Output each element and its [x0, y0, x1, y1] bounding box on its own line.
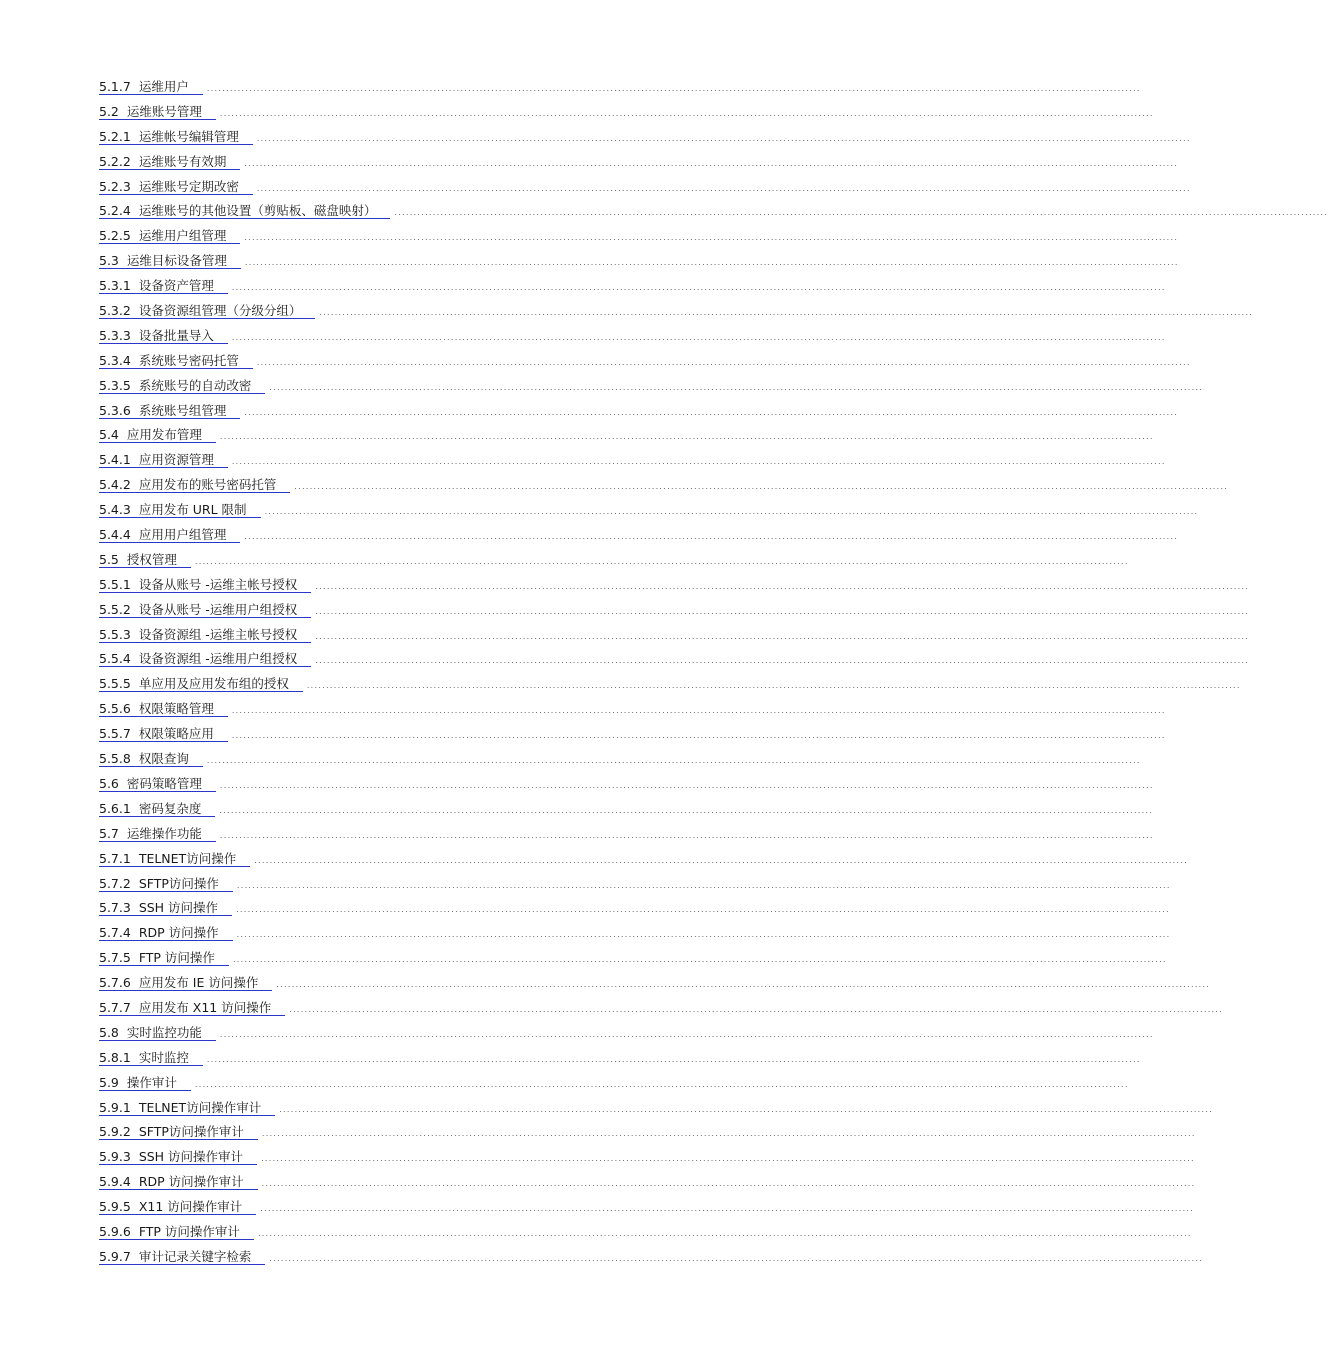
toc-dot-leader: ...................................................................................................................................................................................................................................................: [244, 532, 1179, 542]
toc-dot-leader: ...................................................................................................................................................................................................................................................: [244, 258, 1179, 268]
toc-entry[interactable]: [99, 253, 1179, 279]
toc-entry-title: 操作审计: [126, 1074, 177, 1090]
toc-entry-number: 5.4: [99, 427, 119, 443]
toc-dot-leader: ...................................................................................................................................................................................................................................................: [256, 183, 1191, 193]
toc-entry[interactable]: [99, 601, 1250, 628]
toc-entry-link[interactable]: [99, 279, 228, 294]
toc-entry-link[interactable]: [99, 1175, 258, 1190]
toc-entry-number: 5.4.2: [99, 477, 131, 493]
toc-entry-link[interactable]: [99, 976, 272, 991]
toc-dot-leader: ...................................................................................................................................................................................................................................................: [231, 731, 1166, 741]
toc-entry-number: 5.9.7: [99, 1248, 131, 1264]
toc-dot-leader: ...................................................................................................................................................................................................................................................: [269, 1253, 1204, 1263]
toc-entry-number: 5.5.3: [99, 626, 131, 642]
toc-dot-leader: ...................................................................................................................................................................................................................................................: [315, 606, 1250, 616]
toc-entry[interactable]: [99, 1248, 1204, 1275]
toc-entry-number: 5.5: [99, 551, 119, 567]
toc-entry-title: 应用发布 X11 访问操作: [138, 999, 272, 1015]
toc-dot-leader: ...................................................................................................................................................................................................................................................: [261, 1179, 1196, 1189]
toc-entry-number: 5.9.4: [99, 1174, 131, 1190]
toc-entry-link[interactable]: [99, 901, 232, 916]
toc-entry-link[interactable]: [99, 204, 390, 219]
toc-entry-link[interactable]: [99, 478, 290, 493]
toc-entry-link[interactable]: [99, 1076, 191, 1091]
toc-entry[interactable]: [99, 1223, 1192, 1250]
toc-entry-number: 5.8: [99, 1024, 119, 1040]
toc-entry-link[interactable]: [99, 105, 216, 120]
toc-entry-link[interactable]: [99, 180, 253, 195]
toc-entry-title: 运维用户组管理: [138, 228, 227, 244]
toc-entry-title: 运维操作功能: [126, 825, 202, 841]
toc-dot-leader: ...................................................................................................................................................................................................................................................: [394, 208, 1328, 218]
toc-entry-link[interactable]: [99, 1026, 216, 1041]
toc-dot-leader: ...................................................................................................................................................................................................................................................: [264, 507, 1199, 517]
toc-dot-leader: ...................................................................................................................................................................................................................................................: [244, 233, 1179, 243]
toc-dot-leader: ...................................................................................................................................................................................................................................................: [219, 1029, 1154, 1039]
toc-entry[interactable]: [99, 228, 1179, 254]
toc-entry[interactable]: [99, 352, 1191, 379]
toc-entry-number: 5.2.4: [99, 203, 131, 219]
toc-entry-link[interactable]: [99, 553, 191, 568]
toc-entry-number: 5.7.2: [99, 875, 131, 891]
toc-entry-title: 设备从账号 -运维用户组授权: [138, 601, 298, 617]
toc-entry-link[interactable]: [99, 827, 216, 842]
toc-dot-leader: ...................................................................................................................................................................................................................................................: [319, 308, 1254, 318]
toc-entry-number: 5.5.8: [99, 751, 131, 767]
toc-entry-title: 设备资源组管理（分级分组）: [138, 303, 302, 319]
toc-entry-link[interactable]: [99, 777, 216, 792]
toc-entry[interactable]: [99, 751, 1141, 777]
toc-entry[interactable]: [99, 775, 1154, 802]
toc-entry-title: 设备资源组 -运维用户组授权: [138, 651, 298, 667]
toc-entry[interactable]: [99, 203, 1328, 229]
toc-entry-link[interactable]: [99, 603, 311, 618]
toc-entry[interactable]: [99, 999, 1224, 1026]
toc-entry-title: 系统账号组管理: [138, 402, 227, 418]
toc-dot-leader: ...................................................................................................................................................................................................................................................: [206, 756, 1141, 766]
toc-entry-number: 5.2.3: [99, 178, 131, 194]
toc-entry[interactable]: [99, 303, 1254, 329]
toc-entry-title: 应用用户组管理: [138, 527, 227, 543]
toc-dot-leader: ...................................................................................................................................................................................................................................................: [315, 631, 1250, 641]
toc-entry-number: 5.2: [99, 103, 119, 119]
toc-entry-link[interactable]: [99, 1101, 275, 1116]
toc-entry-link[interactable]: [99, 677, 303, 692]
toc-dot-leader: ...................................................................................................................................................................................................................................................: [256, 357, 1191, 367]
toc-entry-link[interactable]: [99, 951, 229, 966]
toc-entry-title: 运维用户: [138, 79, 189, 94]
toc-entry-number: 5.3.4: [99, 352, 131, 368]
toc-entry-title: SFTP访问操作审计: [138, 1124, 244, 1140]
toc-entry-number: 5.9.3: [99, 1149, 131, 1165]
toc-dot-leader: ...................................................................................................................................................................................................................................................: [231, 706, 1166, 716]
toc-entry-title: 权限查询: [138, 751, 189, 767]
toc-entry-number: 5.9.5: [99, 1199, 131, 1215]
toc-entry[interactable]: [99, 975, 1211, 1001]
toc-entry-link[interactable]: [99, 1225, 254, 1240]
toc-entry-number: 5.4.3: [99, 502, 131, 518]
toc-entry-number: 5.7.1: [99, 850, 131, 866]
toc-entry-number: 5.9: [99, 1074, 119, 1090]
toc-entry-number: 5.3.3: [99, 327, 131, 343]
toc-dot-leader: ...................................................................................................................................................................................................................................................: [261, 1154, 1195, 1164]
toc-entry[interactable]: [99, 925, 1171, 951]
toc-entry[interactable]: [99, 726, 1166, 752]
toc-entry-link[interactable]: [99, 628, 311, 643]
toc-entry-link[interactable]: [99, 428, 216, 443]
toc-dot-leader: ...................................................................................................................................................................................................................................................: [256, 133, 1191, 143]
toc-entry[interactable]: [99, 1049, 1141, 1076]
toc-entry-link[interactable]: [99, 304, 315, 319]
toc-dot-leader: ...................................................................................................................................................................................................................................................: [206, 84, 1141, 93]
toc-dot-leader: ...................................................................................................................................................................................................................................................: [279, 1104, 1214, 1114]
toc-dot-leader: ...................................................................................................................................................................................................................................................: [236, 880, 1171, 890]
toc-entry-title: 设备资产管理: [138, 278, 214, 294]
toc-entry-number: 5.2.1: [99, 128, 131, 144]
toc-entry-link[interactable]: [99, 379, 265, 394]
toc-entry-number: 5.5.7: [99, 726, 131, 742]
toc-entry-title: 密码复杂度: [138, 800, 202, 816]
toc-entry[interactable]: [99, 1024, 1154, 1051]
toc-dot-leader: ...................................................................................................................................................................................................................................................: [306, 681, 1241, 691]
toc-dot-leader: ...................................................................................................................................................................................................................................................: [219, 780, 1154, 790]
toc-entry[interactable]: [99, 875, 1171, 902]
toc-entry-title: SSH 访问操作: [138, 900, 219, 916]
toc-entry-number: 5.7.5: [99, 950, 131, 966]
toc-entry-number: 5.6.1: [99, 800, 131, 816]
toc-entry-number: 5.7.7: [99, 999, 131, 1015]
toc-dot-leader: ...................................................................................................................................................................................................................................................: [269, 382, 1204, 392]
toc-entry-number: 5.1.7: [99, 79, 131, 94]
toc-entry-number: 5.5.4: [99, 651, 131, 667]
toc-entry-title: 设备从账号 -运维主帐号授权: [138, 576, 298, 592]
toc-entry-number: 5.2.5: [99, 228, 131, 244]
toc-dot-leader: ...................................................................................................................................................................................................................................................: [260, 1204, 1195, 1214]
toc-dot-leader: ...................................................................................................................................................................................................................................................: [219, 805, 1154, 815]
toc-dot-leader: ...................................................................................................................................................................................................................................................: [232, 955, 1167, 965]
toc-entry-title: 权限策略管理: [138, 701, 214, 717]
toc-entry-link[interactable]: [99, 130, 253, 145]
toc-dot-leader: ...................................................................................................................................................................................................................................................: [219, 432, 1154, 442]
toc-entry-link[interactable]: [99, 453, 228, 468]
toc-entry[interactable]: [99, 825, 1154, 852]
toc-entry-title: 运维账号管理: [126, 103, 202, 119]
toc-entry-link[interactable]: [99, 1001, 285, 1016]
toc-entry[interactable]: [99, 278, 1166, 304]
toc-entry-title: TELNET访问操作: [138, 850, 237, 866]
table-of-contents: [99, 79, 1328, 1275]
toc-entry-number: 5.3.2: [99, 303, 131, 319]
toc-entry-title: 应用发布 IE 访问操作: [138, 975, 259, 991]
toc-dot-leader: ...................................................................................................................................................................................................................................................: [236, 930, 1171, 940]
toc-entry[interactable]: [99, 452, 1166, 478]
toc-dot-leader: ...................................................................................................................................................................................................................................................: [294, 482, 1229, 492]
toc-entry-number: 5.2.2: [99, 153, 131, 169]
toc-entry-link[interactable]: [99, 329, 228, 344]
toc-entry[interactable]: [99, 402, 1179, 429]
toc-entry[interactable]: [99, 900, 1170, 926]
toc-entry-link[interactable]: [99, 528, 240, 543]
toc-entry-link[interactable]: [99, 1150, 257, 1165]
toc-dot-leader: ...................................................................................................................................................................................................................................................: [231, 332, 1166, 342]
toc-entry-link[interactable]: [99, 702, 228, 717]
toc-dot-leader: ...................................................................................................................................................................................................................................................: [231, 457, 1166, 467]
toc-entry-number: 5.9.1: [99, 1099, 131, 1115]
toc-entry[interactable]: [99, 477, 1229, 503]
toc-entry[interactable]: [99, 551, 1129, 578]
toc-entry-number: 5.3.5: [99, 377, 131, 393]
toc-entry-link[interactable]: [99, 503, 261, 518]
toc-entry-number: 5.8.1: [99, 1049, 131, 1065]
toc-entry-title: 应用发布的账号密码托管: [138, 477, 277, 493]
toc-dot-leader: ...................................................................................................................................................................................................................................................: [206, 1054, 1141, 1064]
toc-entry-title: 实时监控: [138, 1049, 189, 1065]
toc-entry-title: 单应用及应用发布组的授权: [138, 676, 289, 692]
toc-entry[interactable]: [99, 427, 1154, 453]
toc-entry-title: 运维账号的其他设置（剪贴板、磁盘映射）: [138, 203, 377, 219]
toc-entry-number: 5.4.1: [99, 452, 131, 468]
toc-entry-number: 5.7.3: [99, 900, 131, 916]
toc-dot-leader: ...................................................................................................................................................................................................................................................: [257, 1228, 1192, 1238]
toc-entry-number: 5.7: [99, 825, 119, 841]
toc-entry[interactable]: [99, 1124, 1196, 1150]
toc-entry[interactable]: [99, 153, 1179, 180]
toc-entry[interactable]: [99, 1099, 1214, 1126]
toc-entry-title: 设备批量导入: [138, 327, 214, 343]
toc-dot-leader: ...................................................................................................................................................................................................................................................: [236, 905, 1170, 915]
toc-entry-title: SSH 访问操作审计: [138, 1149, 244, 1165]
toc-entry-link[interactable]: [99, 80, 203, 95]
toc-entry-link[interactable]: [99, 1200, 256, 1215]
toc-entry[interactable]: [99, 651, 1250, 677]
toc-entry-link[interactable]: [99, 752, 203, 767]
toc-dot-leader: ...................................................................................................................................................................................................................................................: [261, 1129, 1196, 1139]
toc-entry-number: 5.4.4: [99, 527, 131, 543]
toc-entry-link[interactable]: [99, 254, 241, 269]
toc-entry-title: FTP 访问操作: [138, 950, 215, 966]
toc-entry-link[interactable]: [99, 1250, 265, 1265]
toc-entry-link[interactable]: [99, 1125, 258, 1140]
toc-entry-title: 应用资源管理: [138, 452, 214, 468]
toc-entry-number: 5.5.6: [99, 701, 131, 717]
toc-entry[interactable]: [99, 701, 1166, 727]
toc-dot-leader: ...................................................................................................................................................................................................................................................: [276, 980, 1211, 990]
toc-entry-title: 运维目标设备管理: [126, 253, 227, 269]
toc-dot-leader: ...................................................................................................................................................................................................................................................: [219, 830, 1154, 840]
toc-entry[interactable]: [99, 502, 1199, 528]
toc-dot-leader: ...................................................................................................................................................................................................................................................: [254, 855, 1189, 865]
toc-entry-title: 审计记录关键字检索: [138, 1248, 252, 1264]
toc-entry-number: 5.5.5: [99, 676, 131, 692]
toc-dot-leader: ...................................................................................................................................................................................................................................................: [231, 283, 1166, 293]
toc-entry[interactable]: [99, 800, 1154, 827]
toc-dot-leader: ...................................................................................................................................................................................................................................................: [194, 556, 1129, 566]
toc-entry[interactable]: [99, 128, 1191, 155]
toc-entry-title: X11 访问操作审计: [138, 1199, 243, 1215]
toc-entry-link[interactable]: [99, 1051, 203, 1066]
toc-entry[interactable]: [99, 527, 1179, 553]
toc-entry-number: 5.9.6: [99, 1223, 131, 1239]
toc-entry-title: 系统账号的自动改密: [138, 377, 252, 393]
toc-entry-number: 5.3: [99, 253, 119, 269]
toc-entry[interactable]: [99, 950, 1167, 976]
toc-entry-number: 5.5.2: [99, 601, 131, 617]
toc-entry-number: 5.6: [99, 775, 119, 791]
toc-entry-title: 权限策略应用: [138, 726, 214, 742]
toc-entry[interactable]: [99, 103, 1154, 130]
toc-entry-title: 应用发布管理: [126, 427, 202, 443]
toc-entry[interactable]: [99, 1149, 1195, 1175]
toc-entry-title: 运维帐号编辑管理: [138, 128, 239, 144]
toc-entry[interactable]: [99, 178, 1191, 205]
toc-entry-title: 运维账号定期改密: [138, 178, 239, 194]
toc-entry[interactable]: [99, 327, 1166, 354]
toc-entry[interactable]: [99, 1074, 1129, 1101]
toc-entry-number: 5.3.1: [99, 278, 131, 294]
toc-entry-title: 系统账号密码托管: [138, 352, 239, 368]
toc-entry-link[interactable]: [99, 852, 250, 867]
toc-entry-link[interactable]: [99, 802, 215, 817]
toc-entry-link[interactable]: [99, 404, 240, 419]
toc-entry-title: 实时监控功能: [126, 1024, 202, 1040]
toc-dot-leader: ...................................................................................................................................................................................................................................................: [289, 1004, 1224, 1014]
toc-entry-title: 应用发布 URL 限制: [138, 502, 247, 518]
toc-dot-leader: ...................................................................................................................................................................................................................................................: [315, 656, 1250, 666]
toc-entry[interactable]: [99, 850, 1189, 877]
toc-dot-leader: ...................................................................................................................................................................................................................................................: [244, 407, 1179, 417]
toc-entry[interactable]: [99, 626, 1250, 653]
toc-entry-title: RDP 访问操作: [138, 925, 219, 941]
toc-entry-title: RDP 访问操作审计: [138, 1174, 244, 1190]
toc-entry-link[interactable]: [99, 727, 228, 742]
toc-entry[interactable]: [99, 377, 1204, 404]
toc-dot-leader: ...................................................................................................................................................................................................................................................: [244, 158, 1179, 168]
toc-entry-number: 5.7.6: [99, 975, 131, 991]
toc-entry[interactable]: [99, 1199, 1195, 1225]
toc-entry-link[interactable]: [99, 354, 253, 369]
toc-entry-title: 运维账号有效期: [138, 153, 227, 169]
toc-entry[interactable]: [99, 576, 1250, 603]
toc-entry-link[interactable]: [99, 578, 311, 593]
toc-entry-link[interactable]: [99, 229, 240, 244]
toc-entry-link[interactable]: [99, 652, 311, 667]
toc-entry-link[interactable]: [99, 877, 233, 892]
toc-entry-title: 设备资源组 -运维主帐号授权: [138, 626, 298, 642]
toc-entry[interactable]: [99, 676, 1241, 702]
toc-entry-number: 5.5.1: [99, 576, 131, 592]
toc-entry-number: 5.7.4: [99, 925, 131, 941]
toc-entry-link[interactable]: [99, 926, 233, 941]
toc-entry-title: SFTP访问操作: [138, 875, 219, 891]
toc-dot-leader: ...................................................................................................................................................................................................................................................: [219, 108, 1154, 118]
toc-entry-title: 授权管理: [126, 551, 177, 567]
toc-entry-title: 密码策略管理: [126, 775, 202, 791]
toc-entry-title: TELNET访问操作审计: [138, 1099, 262, 1115]
toc-dot-leader: ...................................................................................................................................................................................................................................................: [315, 581, 1250, 591]
toc-entry-title: FTP 访问操作审计: [138, 1223, 240, 1239]
toc-entry-link[interactable]: [99, 155, 240, 170]
toc-dot-leader: ...................................................................................................................................................................................................................................................: [194, 1079, 1129, 1089]
toc-entry[interactable]: [99, 79, 1141, 105]
toc-entry-number: 5.3.6: [99, 402, 131, 418]
toc-entry-number: 5.9.2: [99, 1124, 131, 1140]
toc-entry[interactable]: [99, 1174, 1196, 1200]
